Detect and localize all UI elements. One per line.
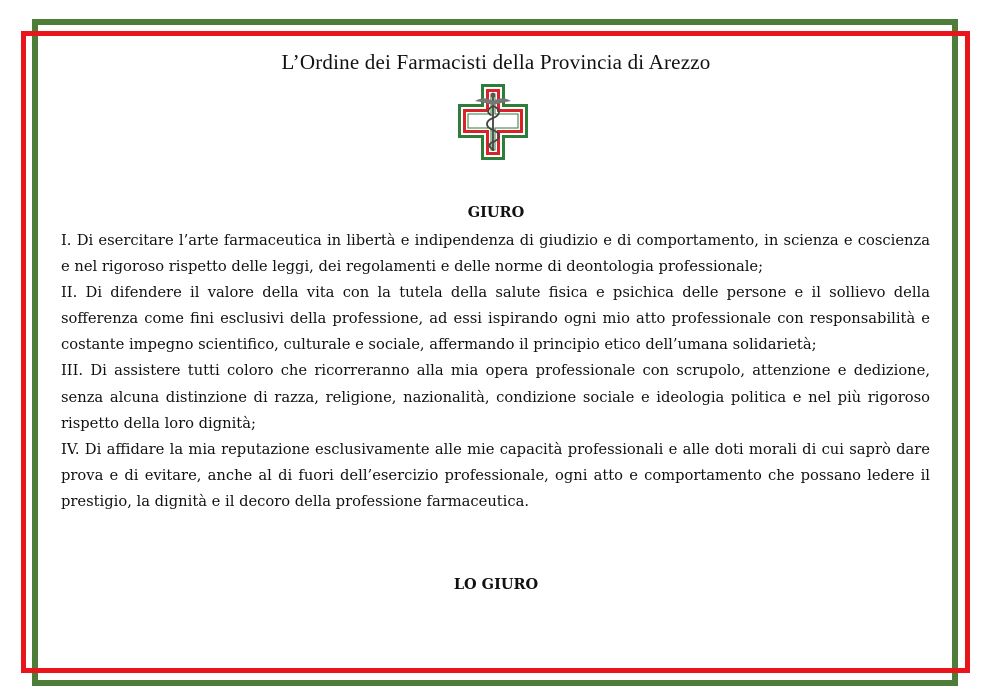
oath-paragraph-1: I. Di esercitare l’arte farmaceutica in libertà e indipendenza di giudizio e di comportamento, in scienza e coscienza e nel rigoroso rispetto delle leggi, dei regolamenti e delle norme di deontologia professionale; xyxy=(61,232,930,276)
oath-closing: LO GIURO xyxy=(453,576,539,593)
oath-paragraph-4: IV. Di affidare la mia reputazione esclusivamente alle mie capacità professionali e alle doti morali di cui saprò dare prova e di evitare, anche al di fuori dell’esercizio professionale, ogni atto e comportamento che possano ledere il prestigio, la dignità e il decoro della professione farmaceutica. xyxy=(61,440,930,510)
oath-heading: GIURO xyxy=(467,204,525,221)
oath-body xyxy=(61,228,930,515)
document-title: L’Ordine dei Farmacisti della Provincia di Arezzo xyxy=(281,50,711,74)
oath-paragraph-2: II. Di difendere il valore della vita con la tutela della salute fisica e psichica delle persone e il sollievo della sofferenza come fini esclusivi della professione, ad essi ispirando ogni mio atto professionale con responsabilità e costante impegno scientifico, culturale e sociale, affermando il principio etico dell’umana solidarietà; xyxy=(61,284,930,354)
oath-paragraph-3: III. Di assistere tutti coloro che ricorreranno alla mia opera professionale con scrupolo, attenzione e dedizione, senza alcuna distinzione di razza, religione, nazionalità, condizione sociale e ideologia politica e nel più rigoroso rispetto della loro dignità; xyxy=(61,362,930,432)
pharmacist-cross-caduceus-icon xyxy=(458,84,528,160)
